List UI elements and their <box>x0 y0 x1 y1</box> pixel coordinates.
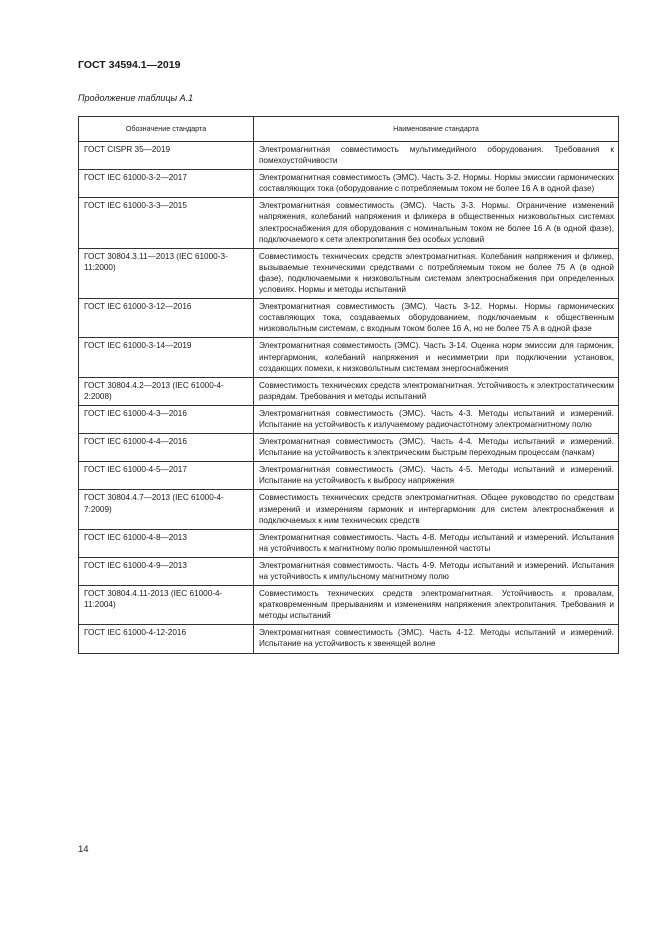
standard-name: Электромагнитная совместимость (ЭМС). Часть 4-4. Методы испытаний и измерений. Испытание на устойчивость к электрическим быстрым переходным процессам (пачкам) <box>254 434 619 462</box>
standard-code: ГОСТ IEC 61000-4-8—2013 <box>79 529 254 557</box>
document-code: ГОСТ 34594.1—2019 <box>78 59 181 71</box>
standard-code: ГОСТ IEC 61000-3-2—2017 <box>79 170 254 198</box>
standard-code: ГОСТ 30804.3.11—2013 (IEC 61000-3-11:2000) <box>79 248 254 298</box>
table-row <box>79 529 619 557</box>
table-caption: Продолжение таблицы А.1 <box>78 93 194 103</box>
standard-name: Электромагнитная совместимость (ЭМС). Часть 3-14. Оценка норм эмиссии для гармоник, интергармоник, колебаний напряжения и несимметрии при подключении установок, создающих помехи, к низковольтным системам энергоснабжения <box>254 338 619 377</box>
standard-code: ГОСТ IEC 61000-3-14—2019 <box>79 338 254 377</box>
standard-code: ГОСТ IEC 61000-4-9—2013 <box>79 557 254 585</box>
standard-name: Совместимость технических средств электромагнитная. Колебания напряжения и фликер, вызываемые техническими средствами с потребляемым током не более 75 А (в одной фазе), подключаемыми к низковольтным системам электроснабжения при определенных условиях. Нормы и методы испытаний <box>254 248 619 298</box>
table-row <box>79 142 619 170</box>
standard-name: Совместимость технических средств электромагнитная. Устойчивость к электростатическим разрядам. Требования и методы испытаний <box>254 377 619 405</box>
standards-table <box>78 116 619 654</box>
standard-code: ГОСТ IEC 61000-3-12—2016 <box>79 299 254 338</box>
standard-code: ГОСТ 30804.4.7—2013 (IEC 61000-4-7:2009) <box>79 490 254 529</box>
standard-name: Совместимость технических средств электромагнитная. Общее руководство по средствам измерений и измерениям гармоник и интергармоник для систем электроснабжения и подключаемых к ним технических средств <box>254 490 619 529</box>
standard-name: Совместимость технических средств электромагнитная. Устойчивость к провалам, кратковременным прерываниям и изменениям напряжения электропитания. Требования и методы испытаний <box>254 586 619 625</box>
page-number: 14 <box>78 844 89 855</box>
standard-name: Электромагнитная совместимость. Часть 4-8. Методы испытаний и измерений. Испытания на устойчивость к магнитному полю промышленной частоты <box>254 529 619 557</box>
table-row <box>79 462 619 490</box>
table-row <box>79 405 619 433</box>
table-row <box>79 625 619 653</box>
column-header-code: Обозначение стандарта <box>79 117 254 142</box>
standard-code: ГОСТ 30804.4.2—2013 (IEC 61000-4-2:2008) <box>79 377 254 405</box>
table-row <box>79 377 619 405</box>
standard-code: ГОСТ IEC 61000-4-4—2016 <box>79 434 254 462</box>
table-row <box>79 170 619 198</box>
standard-name: Электромагнитная совместимость (ЭМС). Часть 4-12. Методы испытаний и измерений. Испытание на устойчивость к звенящей волне <box>254 625 619 653</box>
table-row <box>79 557 619 585</box>
table-row <box>79 248 619 298</box>
standard-name: Электромагнитная совместимость (ЭМС). Часть 3-12. Нормы. Нормы гармонических составляющих тока, создаваемых оборудованием, подключаемым к общественным низковольтным системам, с входным током более 16 А, но не более 75 А в одной фазе <box>254 299 619 338</box>
table-row <box>79 299 619 338</box>
standard-name: Электромагнитная совместимость (ЭМС). Часть 3-3. Нормы. Ограничение изменений напряжения, колебаний напряжения и фликера в общественных низковольтных системах электроснабжения для оборудования с номинальным током не более 16 А (в одной фазе), подключаемого к сети электропитания без особых условий <box>254 198 619 248</box>
standard-name: Электромагнитная совместимость. Часть 4-9. Методы испытаний и измерений. Испытания на устойчивость к импульсному магнитному полю <box>254 557 619 585</box>
standard-code: ГОСТ IEC 61000-4-12-2016 <box>79 625 254 653</box>
table-row <box>79 586 619 625</box>
standard-code: ГОСТ IEC 61000-4-5—2017 <box>79 462 254 490</box>
standard-code: ГОСТ IEC 61000-4-3—2016 <box>79 405 254 433</box>
standard-name: Электромагнитная совместимость (ЭМС). Часть 4-3. Методы испытаний и измерений. Испытание на устойчивость к излучаемому радиочастотному электромагнитному полю <box>254 405 619 433</box>
standard-code: ГОСТ IEC 61000-3-3—2015 <box>79 198 254 248</box>
table-header-row <box>79 117 619 142</box>
standard-code: ГОСТ CISPR 35—2019 <box>79 142 254 170</box>
table-row <box>79 490 619 529</box>
standard-name: Электромагнитная совместимость мультимедийного оборудования. Требования к помехоустойчивости <box>254 142 619 170</box>
column-header-name: Наименование стандарта <box>254 117 619 142</box>
standard-name: Электромагнитная совместимость (ЭМС). Часть 3-2. Нормы. Нормы эмиссии гармонических составляющих тока (оборудование с потребляемым током не более 16 А в одной фазе) <box>254 170 619 198</box>
standard-name: Электромагнитная совместимость (ЭМС). Часть 4-5. Методы испытаний и измерений. Испытание на устойчивость к выбросу напряжения <box>254 462 619 490</box>
standard-code: ГОСТ 30804.4.11-2013 (IEC 61000-4-11:2004) <box>79 586 254 625</box>
table-row <box>79 434 619 462</box>
table-row <box>79 198 619 248</box>
table-row <box>79 338 619 377</box>
